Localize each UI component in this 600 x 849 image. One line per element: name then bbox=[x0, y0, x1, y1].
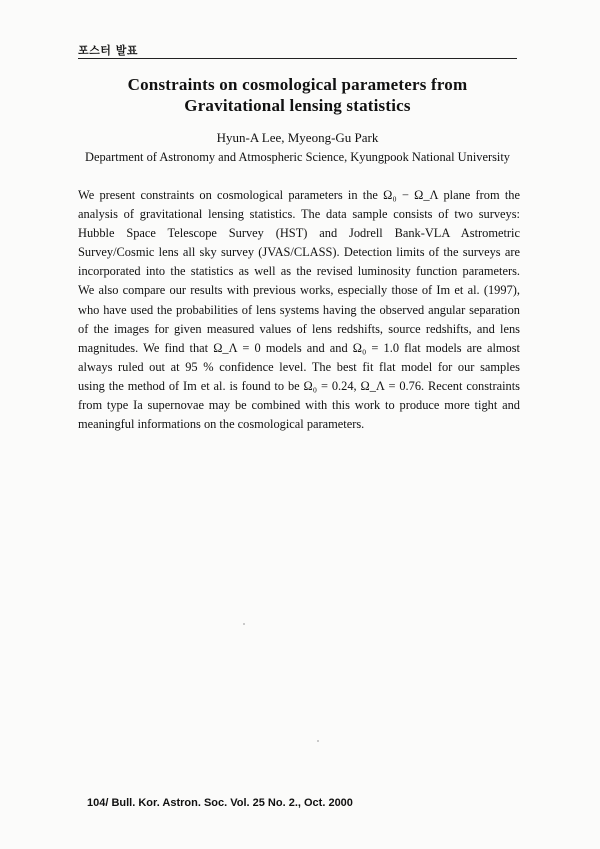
affiliation: Department of Astronomy and Atmospheric Science, Kyungpook National University bbox=[85, 150, 510, 164]
footer-citation: 104/ Bull. Kor. Astron. Soc. Vol. 25 No. 2., Oct. 2000 bbox=[87, 797, 353, 809]
abstract-line: Hubble Space Telescope Survey (HST) and Jodrell Bank-VLA Astrometric bbox=[78, 226, 520, 241]
abstract-line: We also compare our results with previous works, especially those of Im et al. (1997), bbox=[78, 283, 520, 298]
abstract-line: magnitudes. We find that Ω_Λ = 0 models and and Ω₀ = 1.0 flat models are almost bbox=[78, 340, 520, 355]
paper-title bbox=[78, 74, 517, 116]
abstract-line: incorporated into the statistics as well as the revised luminosity function parameters. bbox=[78, 264, 520, 279]
abstract bbox=[78, 186, 520, 434]
abstract-line: of the images for given measured values of lens redshifts, source redshifts, and lens bbox=[78, 321, 520, 336]
abstract-line: meaningful informations on the cosmological parameters. bbox=[78, 417, 365, 432]
abstract-line: who have used the probabilities of lens systems having the observed angular separation bbox=[78, 302, 520, 317]
abstract-line: Survey/Cosmic lens all sky survey (JVAS/CLASS). Detection limits of the surveys are bbox=[78, 245, 520, 260]
scan-speck bbox=[317, 740, 319, 742]
header-rule bbox=[78, 58, 517, 59]
authors: Hyun-A Lee, Myeong-Gu Park bbox=[216, 130, 379, 145]
abstract-line: analysis of gravitational lensing statistics. The data sample consists of two surveys: bbox=[78, 207, 520, 222]
abstract-line: We present constraints on cosmological parameters in the Ω₀ − Ω_Λ plane from the bbox=[78, 188, 520, 202]
title-line-2: Gravitational lensing statistics bbox=[184, 96, 411, 115]
title-line-1: Constraints on cosmological parameters from bbox=[127, 75, 468, 94]
section-label: 포스터 발표 bbox=[78, 44, 138, 57]
abstract-line: from type Ia supernovae may be combined with this work to produce more tight and bbox=[78, 398, 520, 413]
abstract-line: using the method of Im et al. is found to be Ω₀ = 0.24, Ω_Λ = 0.76. Recent constraints bbox=[78, 378, 520, 393]
abstract-line: always ruled out at 95 % confidence level. The best fit flat model for our samples bbox=[78, 359, 520, 374]
scan-speck bbox=[243, 623, 245, 625]
